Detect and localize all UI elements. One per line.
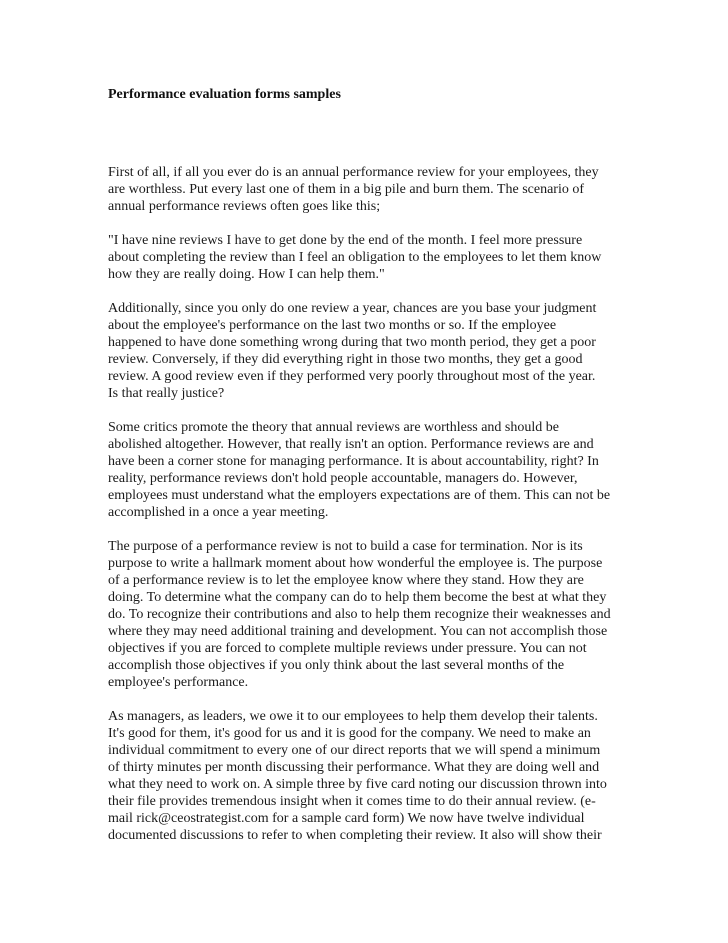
text-line: about completing the review than I feel an obligation to the employees to let them know xyxy=(108,250,602,265)
text-line: First of all, if all you ever do is an annual performance review for your employees, they xyxy=(108,165,599,180)
paragraph xyxy=(108,164,628,215)
text-line: objectives if you are forced to complete multiple reviews under pressure. You can not xyxy=(108,641,587,656)
text-line: employees must understand what the employers expectations are of them. This can not be xyxy=(108,488,611,503)
text-line: are worthless. Put every last one of them in a big pile and burn them. The scenario of xyxy=(108,182,584,197)
text-line: how they are really doing. How I can help them." xyxy=(108,267,385,282)
text-line: purpose to write a hallmark moment about how wonderful the employee is. The purpose xyxy=(108,556,603,571)
text-line: review. Conversely, if they did everything right in those two months, they get a good xyxy=(108,352,583,367)
text-line: "I have nine reviews I have to get done by the end of the month. I feel more pressure xyxy=(108,233,583,248)
text-line: their file provides tremendous insight when it comes time to do their annual review. (e- xyxy=(108,794,596,809)
text-line: documented discussions to refer to when completing their review. It also will show their xyxy=(108,828,602,843)
text-line: accomplished in a once a year meeting. xyxy=(108,505,329,520)
paragraph xyxy=(108,538,628,691)
text-line: reality, performance reviews don't hold people accountable, managers do. However, xyxy=(108,471,578,486)
text-line: about the employee's performance on the last two months or so. If the employee xyxy=(108,318,557,333)
document-body xyxy=(108,164,628,861)
text-line: accomplish those objectives if you only think about the last several months of the xyxy=(108,658,565,673)
text-line: employee's performance. xyxy=(108,675,249,690)
text-line: happened to have done something wrong during that two month period, they get a poor xyxy=(108,335,596,350)
text-line: of thirty minutes per month discussing their performance. What they are doing well and xyxy=(108,760,600,775)
text-line: abolished altogether. However, that really isn't an option. Performance reviews are and xyxy=(108,437,594,452)
text-line: of a performance review is to let the employee know where they stand. How they are xyxy=(108,573,584,588)
text-line: what they need to work on. A simple three by five card noting our discussion thrown into xyxy=(108,777,607,792)
paragraph xyxy=(108,419,628,521)
text-line: annual performance reviews often goes like this; xyxy=(108,199,381,214)
text-line: Is that really justice? xyxy=(108,386,225,401)
text-line: doing. To determine what the company can do to help them become the best at what they xyxy=(108,590,607,605)
document-title: Performance evaluation forms samples xyxy=(108,87,341,102)
paragraph xyxy=(108,708,628,844)
text-line: mail rick@ceostrategist.com for a sample card form) We now have twelve individual xyxy=(108,811,585,826)
text-line: The purpose of a performance review is not to build a case for termination. Nor is its xyxy=(108,539,583,554)
text-line: individual commitment to every one of our direct reports that we will spend a minimum xyxy=(108,743,601,758)
text-line: It's good for them, it's good for us and it is good for the company. We need to make an xyxy=(108,726,591,741)
text-line: Additionally, since you only do one review a year, chances are you base your judgment xyxy=(108,301,597,316)
text-line: have been a corner stone for managing performance. It is about accountability, right? In xyxy=(108,454,599,469)
paragraph xyxy=(108,300,628,402)
text-line: where they may need additional training and development. You can not accomplish those xyxy=(108,624,608,639)
text-line: do. To recognize their contributions and also to help them recognize their weaknesses and xyxy=(108,607,611,622)
text-line: As managers, as leaders, we owe it to our employees to help them develop their talents. xyxy=(108,709,598,724)
text-line: review. A good review even if they performed very poorly throughout most of the year. xyxy=(108,369,596,384)
paragraph xyxy=(108,232,628,283)
text-line: Some critics promote the theory that annual reviews are worthless and should be xyxy=(108,420,559,435)
